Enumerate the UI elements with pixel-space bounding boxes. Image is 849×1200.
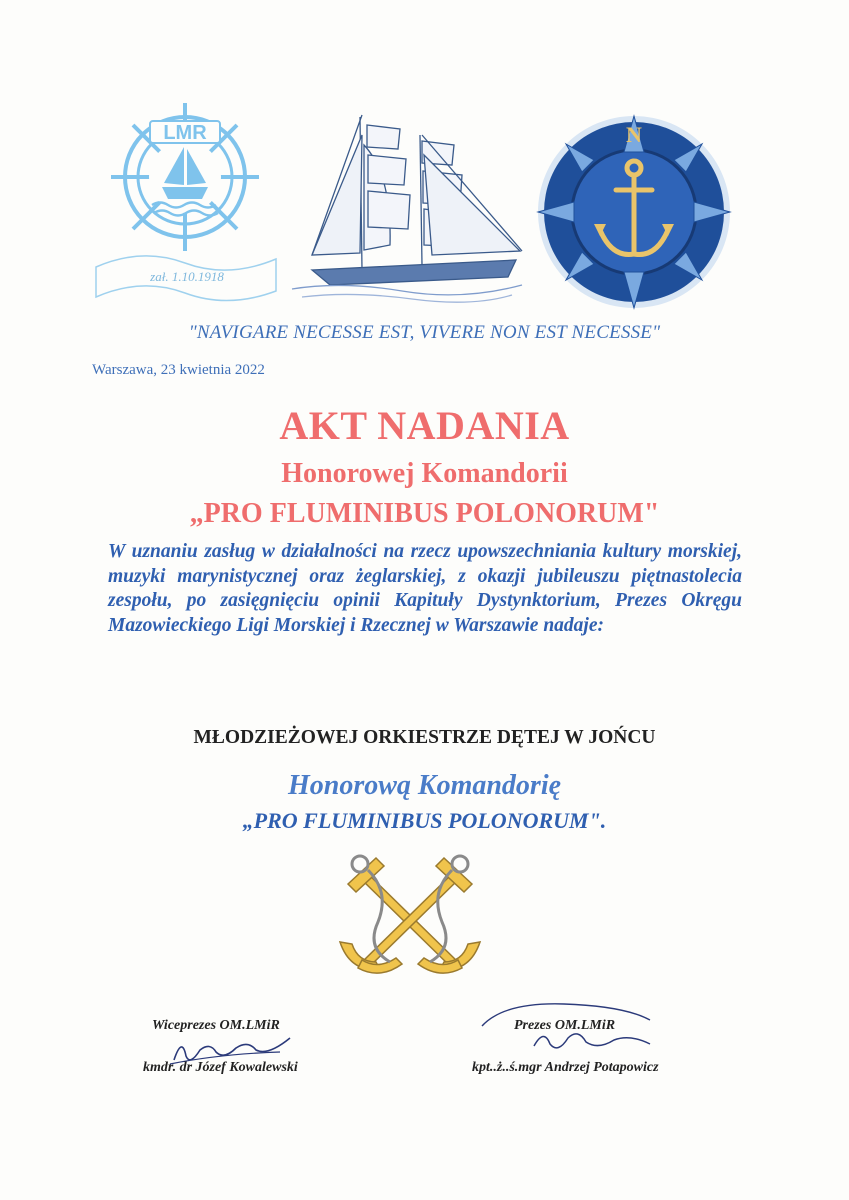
crossed-anchors-icon xyxy=(330,852,490,984)
left-signatory-title: Wiceprezes OM.LMiR xyxy=(152,1018,280,1033)
left-signatory-name: kmdr. dr Józef Kowalewski xyxy=(143,1060,298,1075)
document-subtitle: Honorowej Komandorii xyxy=(281,458,568,489)
lmr-logo-text: LMR xyxy=(163,122,207,144)
recipient-name: MŁODZIEŻOWEJ ORKIESTRZE DĘTEJ W JOŃCU xyxy=(193,727,656,748)
lmr-founded-text: zał. 1.10.1918 xyxy=(150,269,224,284)
right-signatory-name: kpt..ż..ś.mgr Andrzej Potapowicz xyxy=(472,1060,659,1075)
compass-rose-logo xyxy=(534,112,734,312)
award-name-heading: „PRO FLUMINIBUS POLONORUM" xyxy=(189,498,660,529)
compass-north-letter: N xyxy=(626,122,642,147)
motto: "NAVIGARE NECESSE EST, VIVERE NON EST NECESSE" xyxy=(188,322,661,343)
lmr-logo xyxy=(92,95,282,305)
document-title: AKT NADANIA xyxy=(279,403,570,448)
ship-illustration xyxy=(272,105,534,305)
award-title: Honorową Komandorię xyxy=(287,770,562,801)
right-signatory-title: Prezes OM.LMiR xyxy=(514,1018,616,1033)
issue-date: Warszawa, 23 kwietnia 2022 xyxy=(92,362,265,378)
right-signature xyxy=(474,998,674,1060)
award-name: „PRO FLUMINIBUS POLONORUM". xyxy=(242,808,607,833)
citation-text: W uznaniu zasług w działalności na rzecz upowszechniania kultury morskiej, muzyki marynistycznej oraz żeglarskiej, z okazji jubileuszu piętnastolecia zespołu, po zasięgnięciu opinii Kapituły Dystynktorium, Prezes Okręgu Mazowieckiego Ligi Morskiej i Rzecznej w Warszawie nadaje: xyxy=(108,541,742,636)
